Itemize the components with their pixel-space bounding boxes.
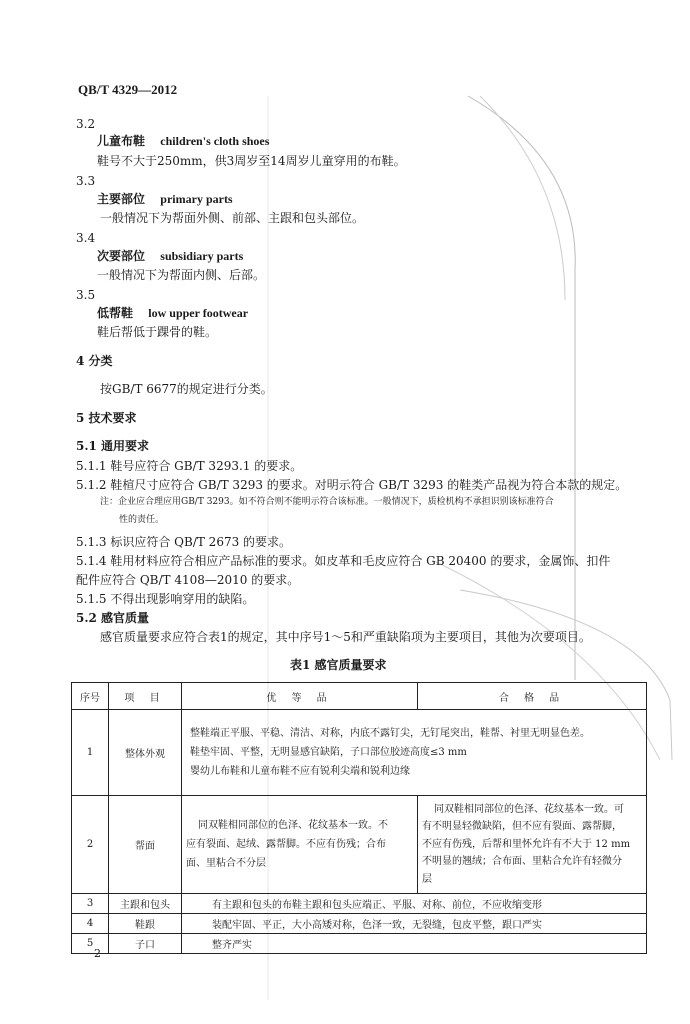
clause-text: 配件应符合 QB/T 4108—2010 的要求。	[76, 573, 300, 587]
section-heading: 4 分类	[76, 354, 113, 368]
clause-number: 3.2	[76, 117, 96, 131]
term-zh: 次要部位	[97, 249, 146, 263]
table-row	[72, 894, 647, 914]
row-excellent	[182, 796, 418, 894]
header-item: 项 目	[109, 683, 182, 710]
section-text: 按GB/T 6677的规定进行分类。	[100, 382, 273, 396]
term-title	[97, 307, 248, 319]
term-zh: 主要部位	[97, 192, 146, 206]
term-zh: 低帮鞋	[97, 306, 134, 320]
table-row	[72, 934, 647, 954]
requirement-line: 同双鞋相同部位的色泽、花纹基本一致。不	[198, 820, 388, 831]
header-qualified: 合 格 品	[418, 683, 647, 710]
term-definition: 鞋后帮低于踝骨的鞋。	[97, 325, 218, 339]
requirement-line: 层	[422, 873, 432, 885]
term-en: children's cloth shoes	[160, 134, 270, 148]
term-definition: 一般情况下为帮面内侧、后部。	[97, 268, 266, 282]
row-no: 4	[72, 914, 109, 934]
clause-text: 5.1.5 不得出现影响穿用的缺陷。	[76, 592, 255, 606]
requirement-line: 应有裂面、起绒、露帮脚。不应有伤残；合布	[186, 839, 386, 850]
clause-text: 5.1.1 鞋号应符合 GB/T 3293.1 的要求。	[76, 459, 303, 473]
term-en: low upper footwear	[148, 306, 249, 320]
term-en: primary parts	[160, 192, 233, 206]
row-qualified	[418, 796, 647, 894]
row-item: 主跟和包头	[109, 894, 182, 914]
table-caption: 表1 感官质量要求	[290, 658, 387, 672]
clause-number: 3.4	[76, 231, 96, 245]
note-text: 性的责任。	[119, 515, 165, 525]
requirement-line: 鞋垫牢固、平整，无明显感官缺陷，子口部位胶迹高度≤3 mm	[190, 747, 467, 758]
clause-text: 5.1.2 鞋楦尺寸应符合 GB/T 3293 的要求。对明示符合 GB/T 3293 的鞋类产品视为符合本款的规定。	[76, 478, 628, 492]
row-no: 2	[72, 796, 109, 894]
standard-code-header: QB/T 4329—2012	[78, 82, 178, 97]
header-excellent: 优 等 品	[182, 683, 418, 710]
row-item: 子口	[109, 934, 182, 954]
row-requirement: 整齐严实	[182, 934, 647, 954]
row-no: 5	[72, 934, 109, 954]
subsection-heading: 5.1 通用要求	[76, 439, 150, 453]
table-header-row	[72, 683, 647, 710]
sensory-quality-table	[71, 682, 647, 954]
section-text: 感官质量要求应符合表1的规定，其中序号1～5和严重缺陷项为主要项目，其他为次要项目。	[100, 630, 591, 644]
term-en: subsidiary parts	[160, 249, 244, 263]
header-no: 序号	[72, 683, 109, 710]
term-title	[97, 250, 243, 262]
section-heading: 5 技术要求	[76, 411, 137, 425]
requirement-line: 整鞋端正平服、平稳、清洁、对称，内底不露钉尖，无钉尾突出，鞋帮、衬里无明显色差。	[190, 728, 590, 739]
table-row	[72, 710, 647, 796]
row-requirement: 装配牢固、平正，大小高矮对称，色泽一致，无裂缝，包皮平整，跟口严实	[182, 914, 647, 934]
row-no: 3	[72, 894, 109, 914]
row-item: 帮面	[109, 796, 182, 894]
page-number: 2	[94, 947, 101, 960]
row-item: 鞋跟	[109, 914, 182, 934]
term-zh: 儿童布鞋	[97, 134, 146, 148]
clause-number: 3.5	[76, 288, 96, 302]
requirement-line: 婴幼儿布鞋和儿童布鞋不应有锐利尖端和锐利边缘	[190, 766, 410, 777]
requirement-line: 同双鞋相同部位的色泽、花纹基本一致。可	[434, 803, 624, 815]
clause-text: 5.1.4 鞋用材料应符合相应产品标准的要求。如皮革和毛皮应符合 GB 20400 的要求，金属饰、扣件	[76, 554, 611, 568]
row-requirement: 有主跟和包头的布鞋主跟和包头应端正、平服、对称、前位，不应收缩变形	[182, 894, 647, 914]
table-row	[72, 914, 647, 934]
subsection-heading: 5.2 感官质量	[76, 611, 150, 625]
table-row	[72, 796, 647, 894]
term-title	[97, 135, 269, 147]
requirement-line: 不明显的翘绒；合布面、里粘合允许有轻微分	[422, 856, 622, 868]
term-definition: 一般情况下为帮面外侧、前部、主跟和包头部位。	[100, 211, 365, 225]
requirement-line: 不应有伤残，后帮和里怀允许有不大于 12 mm	[422, 838, 631, 850]
clause-text: 5.1.3 标识应符合 QB/T 2673 的要求。	[76, 535, 292, 549]
row-requirement	[182, 710, 647, 796]
row-item: 整体外观	[109, 710, 182, 796]
note-text: 注：企业应合理应用GB/T 3293。如不符合则不能明示符合该标准。一般情况下，质检机构不承担识别该标准符合	[100, 497, 554, 507]
requirement-line: 有不明显轻微缺陷，但不应有裂面、露帮脚，	[422, 821, 622, 833]
term-definition: 鞋号不大于250mm，供3周岁至14周岁儿童穿用的布鞋。	[97, 154, 406, 168]
requirement-line: 面、里粘合不分层	[186, 858, 266, 869]
term-title	[97, 193, 233, 205]
clause-number: 3.3	[76, 174, 96, 188]
row-no: 1	[72, 710, 109, 796]
